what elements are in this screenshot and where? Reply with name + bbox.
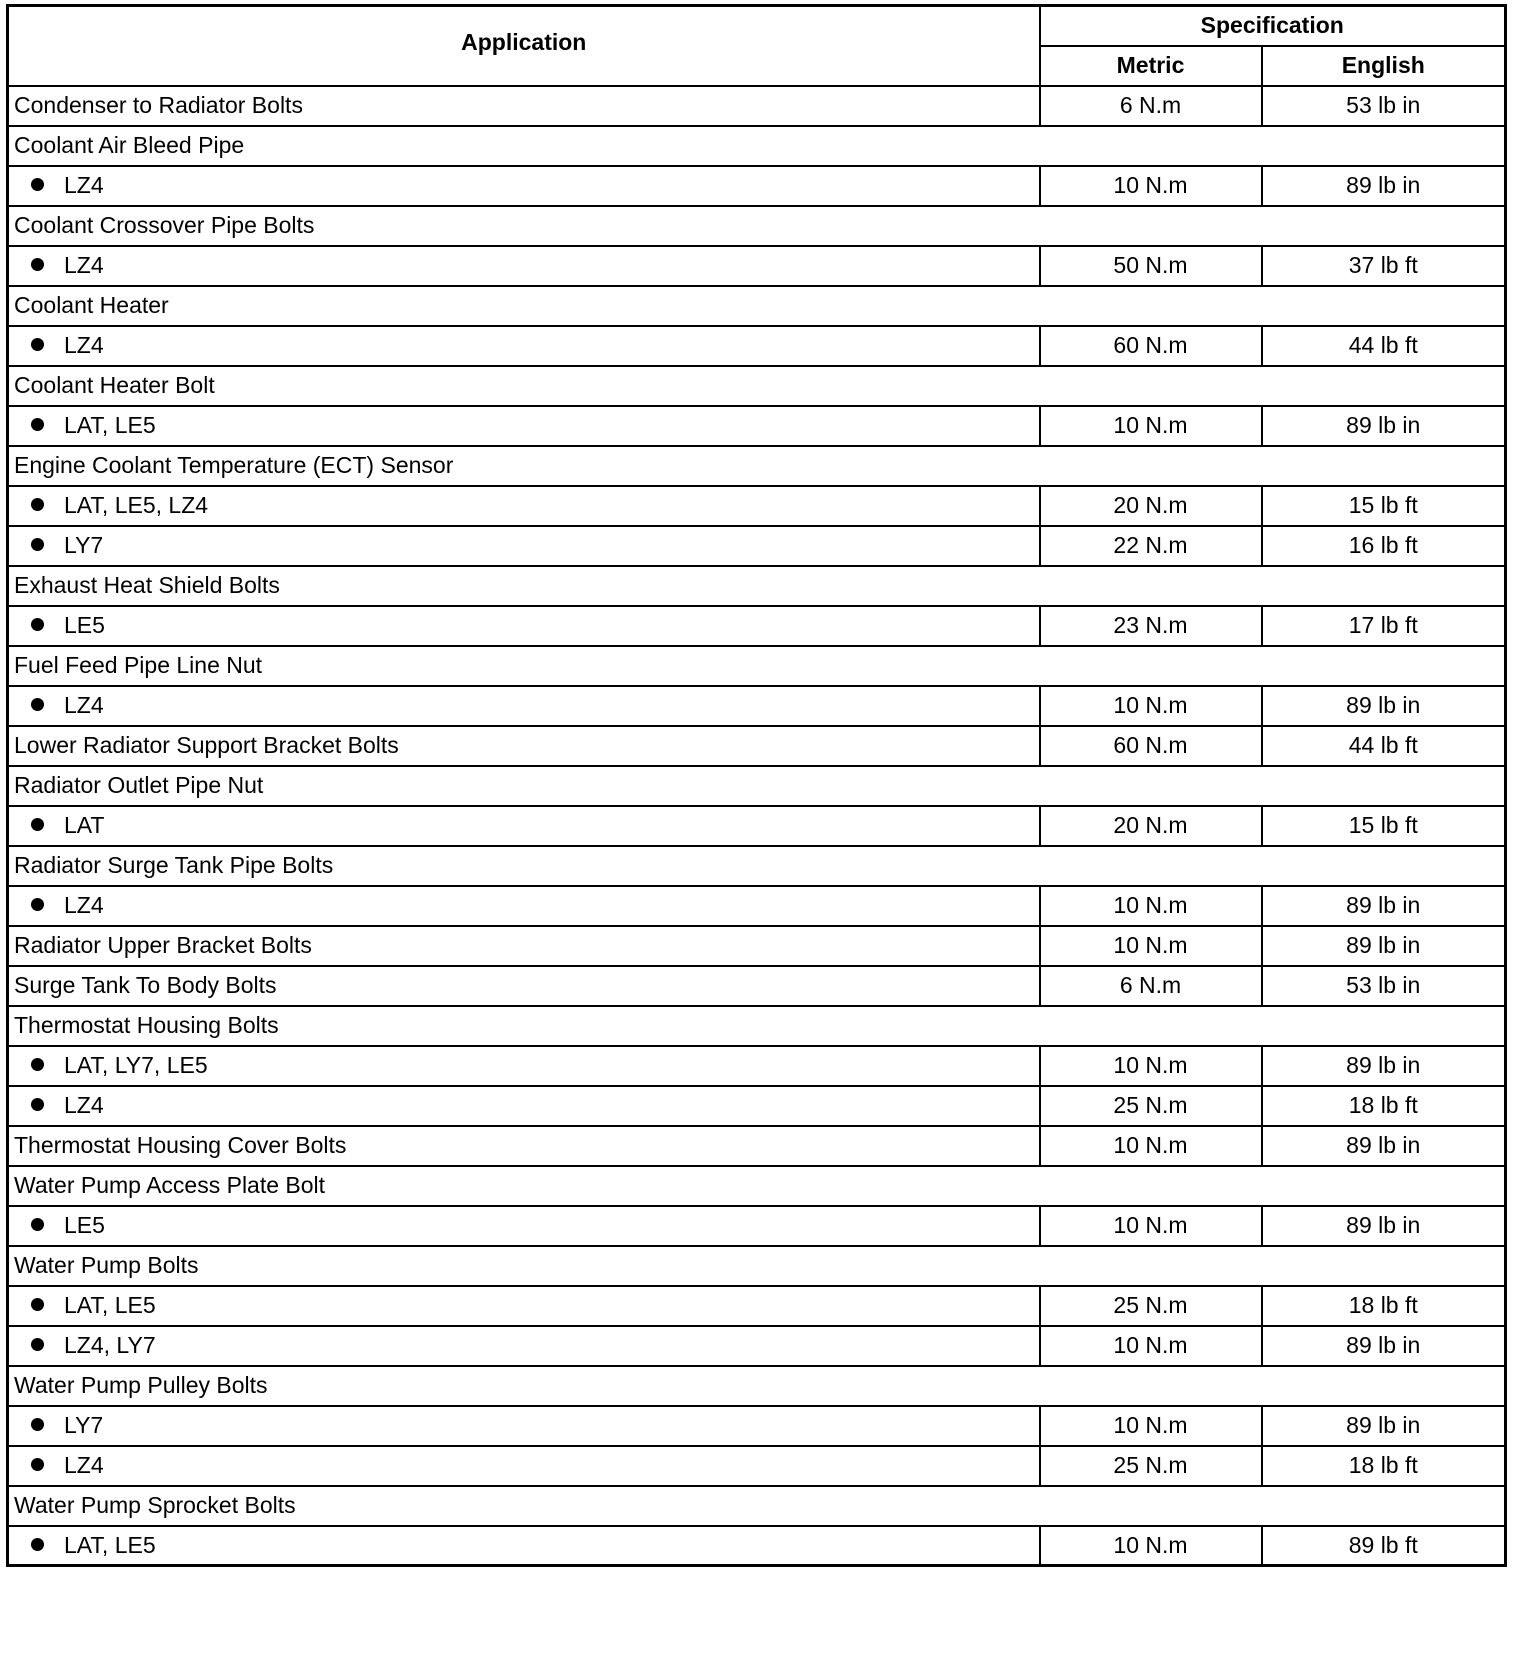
application-label: LAT — [64, 812, 105, 838]
table-row — [8, 606, 1506, 646]
application-label: LAT, LY7, LE5 — [64, 1052, 208, 1078]
application-cell — [8, 1446, 1040, 1486]
table-row — [8, 966, 1506, 1006]
metric-value: 10 N.m — [1040, 166, 1262, 206]
table-row — [8, 486, 1506, 526]
metric-value: 10 N.m — [1040, 1326, 1262, 1366]
metric-value: 10 N.m — [1040, 886, 1262, 926]
table-row — [8, 726, 1506, 766]
group-label: Coolant Heater — [8, 286, 1506, 326]
english-value: 18 lb ft — [1262, 1086, 1506, 1126]
application-label: Thermostat Housing Cover Bolts — [14, 1132, 347, 1158]
bullet-icon — [31, 1098, 44, 1111]
table-group-row — [8, 286, 1506, 326]
english-value: 15 lb ft — [1262, 806, 1506, 846]
table-row — [8, 886, 1506, 926]
application-cell — [8, 166, 1040, 206]
metric-value: 10 N.m — [1040, 686, 1262, 726]
english-value: 53 lb in — [1262, 86, 1506, 126]
application-cell — [8, 606, 1040, 646]
bullet-icon — [31, 898, 44, 911]
group-label: Radiator Outlet Pipe Nut — [8, 766, 1506, 806]
english-value: 15 lb ft — [1262, 486, 1506, 526]
group-label: Water Pump Bolts — [8, 1246, 1506, 1286]
application-cell — [8, 406, 1040, 446]
table-group-row — [8, 206, 1506, 246]
table-group-row — [8, 766, 1506, 806]
metric-value: 60 N.m — [1040, 326, 1262, 366]
application-cell — [8, 526, 1040, 566]
application-label: LAT, LE5, LZ4 — [64, 492, 209, 518]
application-cell — [8, 486, 1040, 526]
application-cell — [8, 966, 1040, 1006]
group-label: Coolant Air Bleed Pipe — [8, 126, 1506, 166]
english-value: 89 lb in — [1262, 406, 1506, 446]
table-row — [8, 1206, 1506, 1246]
table-group-row — [8, 1246, 1506, 1286]
bullet-icon — [31, 1338, 44, 1351]
metric-value: 10 N.m — [1040, 1206, 1262, 1246]
application-label: LZ4, LY7 — [64, 1332, 156, 1358]
group-label: Exhaust Heat Shield Bolts — [8, 566, 1506, 606]
english-value: 17 lb ft — [1262, 606, 1506, 646]
bullet-icon — [31, 1218, 44, 1231]
english-value: 89 lb ft — [1262, 1526, 1506, 1566]
metric-value: 20 N.m — [1040, 486, 1262, 526]
english-value: 89 lb in — [1262, 1406, 1506, 1446]
table-row — [8, 806, 1506, 846]
application-label: Lower Radiator Support Bracket Bolts — [14, 732, 399, 758]
english-value: 89 lb in — [1262, 886, 1506, 926]
table-row — [8, 166, 1506, 206]
table-group-row — [8, 1366, 1506, 1406]
application-label: LZ4 — [64, 1092, 104, 1118]
bullet-icon — [31, 1538, 44, 1551]
application-label: LE5 — [64, 1212, 105, 1238]
application-header: Application — [8, 6, 1040, 86]
bullet-icon — [31, 1458, 44, 1471]
group-label: Thermostat Housing Bolts — [8, 1006, 1506, 1046]
group-label: Engine Coolant Temperature (ECT) Sensor — [8, 446, 1506, 486]
table-row — [8, 1326, 1506, 1366]
fastener-specification-table — [6, 4, 1507, 1567]
bullet-icon — [31, 698, 44, 711]
metric-value: 10 N.m — [1040, 1526, 1262, 1566]
application-label: LZ4 — [64, 252, 104, 278]
bullet-icon — [31, 618, 44, 631]
application-label: Surge Tank To Body Bolts — [14, 972, 277, 998]
application-cell — [8, 1326, 1040, 1366]
application-label: LAT, LE5 — [64, 412, 156, 438]
metric-value: 50 N.m — [1040, 246, 1262, 286]
application-label: LAT, LE5 — [64, 1531, 156, 1558]
table-group-row — [8, 446, 1506, 486]
application-cell — [8, 726, 1040, 766]
metric-value: 20 N.m — [1040, 806, 1262, 846]
application-label: LZ4 — [64, 172, 104, 198]
metric-value: 25 N.m — [1040, 1286, 1262, 1326]
english-value: 44 lb ft — [1262, 326, 1506, 366]
application-cell — [8, 1526, 1040, 1566]
table-row — [8, 246, 1506, 286]
application-cell — [8, 686, 1040, 726]
table-group-row — [8, 566, 1506, 606]
bullet-icon — [31, 1298, 44, 1311]
application-cell — [8, 246, 1040, 286]
table-row — [8, 926, 1506, 966]
metric-value: 25 N.m — [1040, 1446, 1262, 1486]
application-cell — [8, 806, 1040, 846]
metric-value: 23 N.m — [1040, 606, 1262, 646]
english-value: 89 lb in — [1262, 686, 1506, 726]
english-value: 18 lb ft — [1262, 1286, 1506, 1326]
application-label: LZ4 — [64, 332, 104, 358]
table-row — [8, 326, 1506, 366]
table-row — [8, 406, 1506, 446]
english-value: 89 lb in — [1262, 1046, 1506, 1086]
table-row — [8, 686, 1506, 726]
group-label: Radiator Surge Tank Pipe Bolts — [8, 846, 1506, 886]
application-cell — [8, 1286, 1040, 1326]
table-row — [8, 86, 1506, 126]
application-cell — [8, 926, 1040, 966]
table-row — [8, 1286, 1506, 1326]
metric-header: Metric — [1040, 46, 1262, 86]
specification-header: Specification — [1040, 6, 1506, 46]
metric-value: 60 N.m — [1040, 726, 1262, 766]
application-label: Radiator Upper Bracket Bolts — [14, 932, 312, 958]
table-group-row — [8, 1006, 1506, 1046]
header-row-top — [8, 6, 1506, 46]
english-value: 44 lb ft — [1262, 726, 1506, 766]
table-body — [8, 86, 1506, 1566]
metric-value: 6 N.m — [1040, 966, 1262, 1006]
english-value: 89 lb in — [1262, 166, 1506, 206]
table-group-row — [8, 1166, 1506, 1206]
table-row — [8, 1446, 1506, 1486]
english-value: 16 lb ft — [1262, 526, 1506, 566]
application-label: LZ4 — [64, 692, 104, 718]
english-value: 89 lb in — [1262, 1326, 1506, 1366]
application-cell — [8, 1126, 1040, 1166]
table-group-row — [8, 846, 1506, 886]
table-row — [8, 1046, 1506, 1086]
english-value: 89 lb in — [1262, 1126, 1506, 1166]
english-header: English — [1262, 46, 1506, 86]
bullet-icon — [31, 498, 44, 511]
application-label: LE5 — [64, 612, 105, 638]
table-row — [8, 1406, 1506, 1446]
english-value: 53 lb in — [1262, 966, 1506, 1006]
metric-value: 10 N.m — [1040, 926, 1262, 966]
application-label: LZ4 — [64, 1452, 104, 1478]
metric-value: 10 N.m — [1040, 1046, 1262, 1086]
group-label: Fuel Feed Pipe Line Nut — [8, 646, 1506, 686]
group-label: Water Pump Access Plate Bolt — [8, 1166, 1506, 1206]
metric-value: 10 N.m — [1040, 1126, 1262, 1166]
english-value: 37 lb ft — [1262, 246, 1506, 286]
english-value: 89 lb in — [1262, 1206, 1506, 1246]
bullet-icon — [31, 258, 44, 271]
application-cell — [8, 1046, 1040, 1086]
bullet-icon — [31, 418, 44, 431]
table-row — [8, 1526, 1506, 1566]
application-label: LY7 — [64, 532, 104, 558]
english-value: 89 lb in — [1262, 926, 1506, 966]
bullet-icon — [31, 338, 44, 351]
application-cell — [8, 886, 1040, 926]
metric-value: 6 N.m — [1040, 86, 1262, 126]
table-group-row — [8, 126, 1506, 166]
application-label: Condenser to Radiator Bolts — [14, 92, 303, 118]
group-label: Water Pump Sprocket Bolts — [8, 1486, 1506, 1526]
group-label: Water Pump Pulley Bolts — [8, 1366, 1506, 1406]
bullet-icon — [31, 1418, 44, 1431]
bullet-icon — [31, 178, 44, 191]
metric-value: 10 N.m — [1040, 406, 1262, 446]
application-cell — [8, 1206, 1040, 1246]
group-label: Coolant Crossover Pipe Bolts — [8, 206, 1506, 246]
application-label: LZ4 — [64, 892, 104, 918]
table-row — [8, 526, 1506, 566]
table-group-row — [8, 646, 1506, 686]
group-label: Coolant Heater Bolt — [8, 366, 1506, 406]
bullet-icon — [31, 818, 44, 831]
bullet-icon — [31, 1058, 44, 1071]
table-row — [8, 1126, 1506, 1166]
metric-value: 10 N.m — [1040, 1406, 1262, 1446]
bullet-icon — [31, 538, 44, 551]
application-label: LY7 — [64, 1412, 104, 1438]
table-row — [8, 1086, 1506, 1126]
application-cell — [8, 326, 1040, 366]
metric-value: 22 N.m — [1040, 526, 1262, 566]
application-label: LAT, LE5 — [64, 1292, 156, 1318]
table-group-row — [8, 1486, 1506, 1526]
english-value: 18 lb ft — [1262, 1446, 1506, 1486]
table-group-row — [8, 366, 1506, 406]
application-cell — [8, 1086, 1040, 1126]
application-cell — [8, 1406, 1040, 1446]
metric-value: 25 N.m — [1040, 1086, 1262, 1126]
application-cell — [8, 86, 1040, 126]
